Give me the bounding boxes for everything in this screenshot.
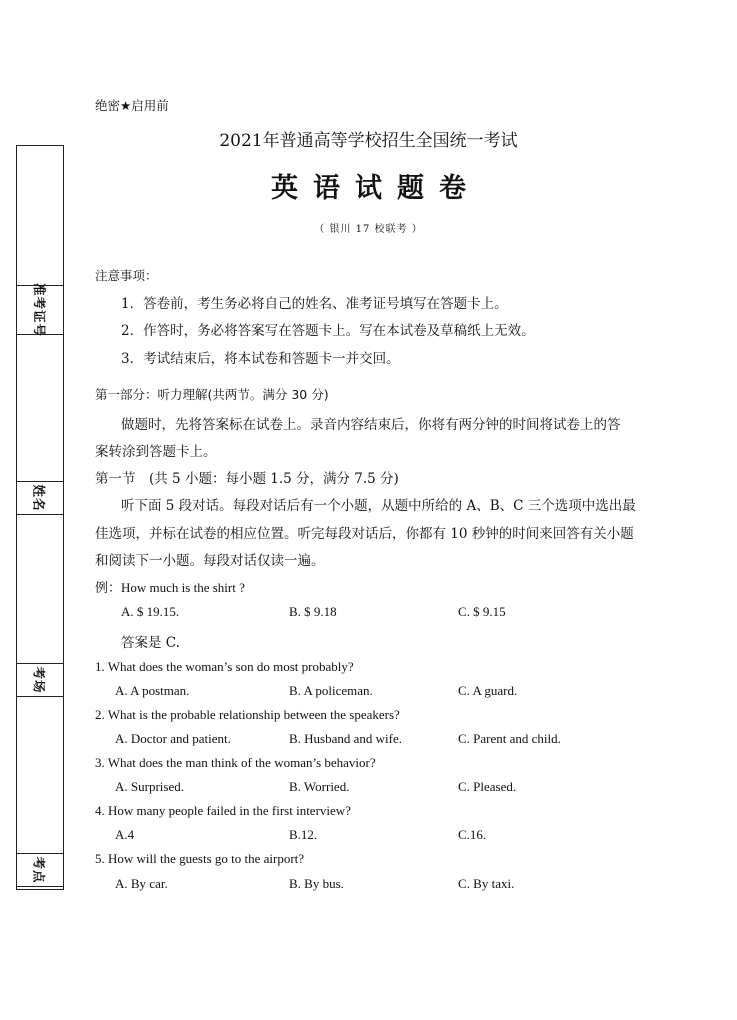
question-option-b: B. By bus. (289, 876, 344, 891)
question-option-a: A. Surprised. (115, 779, 184, 794)
question-option-b: B.12. (289, 827, 318, 842)
question-stem: 1. What does the woman’s son do most probably? (95, 659, 354, 674)
strip-field-name: 姓名 (16, 481, 64, 515)
question-stem: 2. What is the probable relationship between the speakers? (95, 707, 400, 722)
example-option-b: B. $ 9.18 (289, 604, 337, 619)
strip-field-exam-room: 考场 (16, 663, 64, 697)
part1-intro-line: 案转涂到答题卡上。 (95, 444, 217, 460)
question-option-b: B. Husband and wife. (289, 731, 403, 746)
strip-field-exam-number: 准考证号 (16, 285, 64, 335)
question-option-a: A. By car. (115, 876, 168, 891)
binding-strip (16, 145, 64, 890)
question-option-a: A.4 (115, 827, 135, 842)
example-option-a: A. $ 19.15. (121, 604, 180, 619)
section1-heading: 第一节 (共 5 小题：每小题 1.5 分，满分 7.5 分) (95, 471, 399, 487)
question-option-b: B. Worried. (289, 779, 350, 794)
subtitle: （ 银川 17 校联考 ） (314, 224, 423, 235)
notice-heading: 注意事项： (95, 268, 158, 283)
question-option-c: C. Pleased. (458, 779, 517, 794)
example-answer: 答案是 C. (121, 635, 180, 651)
example-question: 例：How much is the shirt ? (95, 580, 245, 595)
section1-instruction-line: 佳选项，并标在试卷的相应位置。听完每段对话后，你都有 10 秒钟的时间来回答有关小题 (95, 526, 634, 542)
notice-item: 1．答卷前，考生务必将自己的姓名、准考证号填写在答题卡上。 (121, 296, 508, 312)
section1-instruction-line: 听下面 5 段对话。每段对话后有一个小题，从题中所给的 A、B、C 三个选项中选出最 (121, 498, 636, 514)
secret-label: 绝密★启用前 (95, 98, 169, 113)
question-option-c: C. Parent and child. (458, 731, 561, 746)
notice-item: 3．考试结束后，将本试卷和答题卡一并交回。 (121, 351, 400, 367)
question-stem: 4. How many people failed in the first interview? (95, 803, 351, 818)
question-stem: 5. How will the guests go to the airport? (95, 851, 305, 866)
exam-title: 2021年普通高等学校招生全国统一考试 (219, 131, 518, 151)
question-option-b: B. A policeman. (289, 683, 373, 698)
question-option-c: C. By taxi. (458, 876, 515, 891)
notice-item: 2．作答时，务必将答案写在答题卡上。写在本试卷及草稿纸上无效。 (121, 323, 535, 339)
part1-heading: 第一部分：听力理解(共两节。满分 30 分) (95, 387, 329, 402)
example-option-c: C. $ 9.15 (458, 604, 506, 619)
subject-title: 英语试题卷 (271, 173, 481, 204)
question-option-c: C.16. (458, 827, 487, 842)
question-option-c: C. A guard. (458, 683, 518, 698)
question-option-a: A. Doctor and patient. (115, 731, 231, 746)
question-option-a: A. A postman. (115, 683, 190, 698)
section1-instruction-line: 和阅读下一小题。每段对话仅读一遍。 (95, 553, 325, 569)
strip-field-exam-site: 考点 (16, 853, 64, 887)
question-stem: 3. What does the man think of the woman’s behavior? (95, 755, 376, 770)
part1-intro-line: 做题时，先将答案标在试卷上。录音内容结束后，你将有两分钟的时间将试卷上的答 (121, 417, 621, 433)
